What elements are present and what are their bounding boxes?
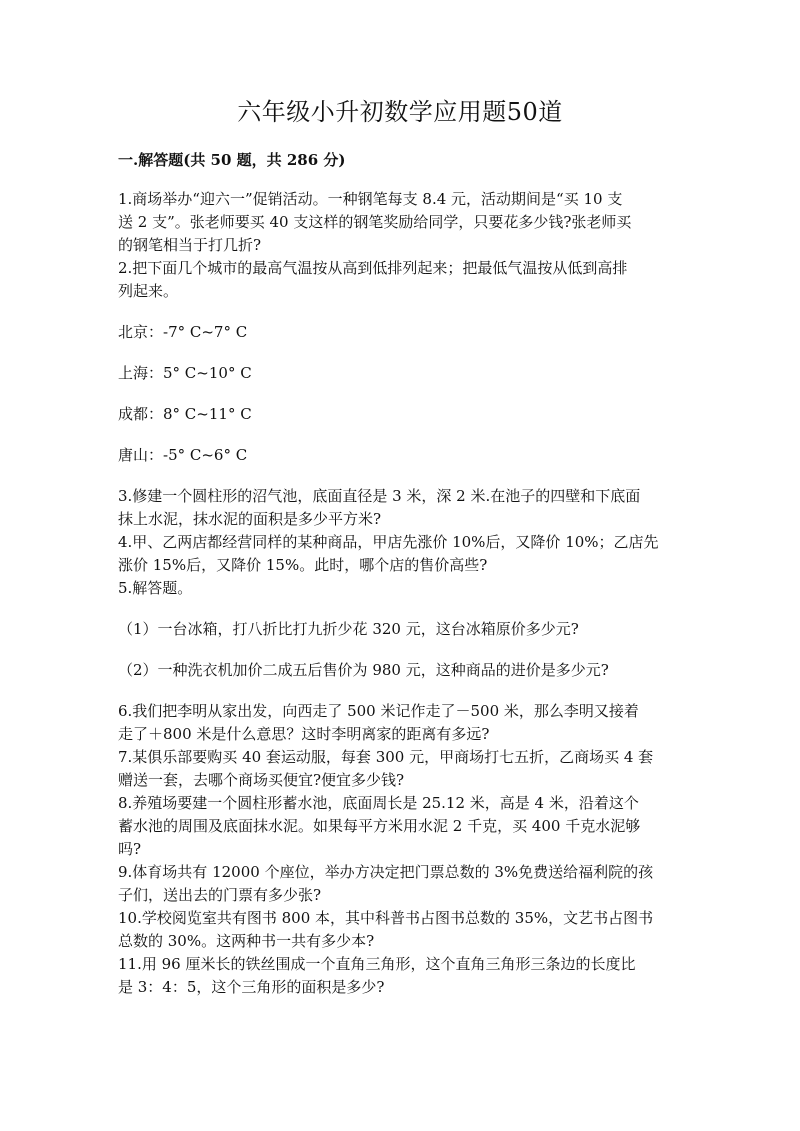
question-11	[118, 953, 688, 999]
city-temperature-tangshan: 唐山：-5° C~6° C	[118, 446, 248, 464]
question-10	[118, 907, 688, 953]
question-line: 3.修建一个圆柱形的沼气池，底面直径是 3 米，深 2 米.在池子的四壁和下底面	[118, 487, 641, 505]
question-5	[118, 577, 688, 682]
question-line: 的钢笔相当于打几折?	[118, 236, 262, 254]
section-heading: 一.解答题(共 50 题，共 286 分)	[118, 151, 346, 169]
question-4	[118, 531, 688, 577]
question-6	[118, 700, 688, 746]
question-line: 赠送一套，去哪个商场买便宜?便宜多少钱?	[118, 771, 405, 789]
question-line: 送 2 支”。张老师要买 40 支这样的钢笔奖励给同学，只要花多少钱?张老师买	[118, 213, 632, 231]
question-line: 10.学校阅览室共有图书 800 本，其中科普书占图书总数的 35%，文艺书占图书	[118, 909, 654, 927]
question-7	[118, 746, 688, 792]
question-3	[118, 485, 688, 531]
question-line: 4.甲、乙两店都经营同样的某种商品，甲店先涨价 10%后，又降价 10%；乙店先	[118, 533, 659, 551]
question-line: 2.把下面几个城市的最高气温按从高到低排列起来；把最低气温按从低到高排	[118, 259, 628, 277]
question-line: 蓄水池的周围及底面抹水泥。如果每平方米用水泥 2 千克，买 400 千克水泥够	[118, 817, 641, 835]
question-line: 7.某俱乐部要购买 40 套运动服，每套 300 元，甲商场打七五折，乙商场买 4 套	[118, 748, 654, 766]
question-line: 6.我们把李明从家出发，向西走了 500 米记作走了－500 米，那么李明又接着	[118, 702, 639, 720]
question-line: 8.养殖场要建一个圆柱形蓄水池，底面周长是 25.12 米，高是 4 米，沿着这个	[118, 794, 639, 812]
question-line: 11.用 96 厘米长的铁丝围成一个直角三角形，这个直角三角形三条边的长度比	[118, 955, 636, 973]
question-line: 是 3：4：5，这个三角形的面积是多少?	[118, 978, 385, 996]
city-temperature-beijing: 北京：-7° C~7° C	[118, 323, 248, 341]
question-line: 9.体育场共有 12000 个座位，举办方决定把门票总数的 3%免费送给福利院的孩	[118, 863, 654, 881]
question-8	[118, 792, 688, 861]
question-line: 吗?	[118, 840, 142, 858]
page-title: 六年级小升初数学应用题50道	[237, 98, 563, 126]
question-line: 涨价 15%后，又降价 15%。此时，哪个店的售价高些?	[118, 556, 488, 574]
city-temperature-shanghai: 上海：5° C~10° C	[118, 364, 252, 382]
question-line: 总数的 30%。这两种书一共有多少本?	[118, 932, 375, 950]
question-line: 1.商场举办“迎六一”促销活动。一种钢笔每支 8.4 元，活动期间是“买 10 支	[118, 190, 623, 208]
questions-list	[118, 188, 688, 999]
city-temperature-chengdu: 成都：8° C~11° C	[118, 405, 252, 423]
question-line: 抹上水泥，抹水泥的面积是多少平方米?	[118, 510, 382, 528]
question-line: 子们，送出去的门票有多少张?	[118, 886, 322, 904]
question-line: 5.解答题。	[118, 579, 193, 597]
question-9	[118, 861, 688, 907]
sub-question-2: （2）一种洗衣机加价二成五后售价为 980 元，这种商品的进价是多少元?	[118, 661, 609, 679]
question-line: 走了＋800 米是什么意思？这时李明离家的距离有多远?	[118, 725, 490, 743]
question-line: 列起来。	[118, 282, 179, 300]
question-2	[118, 257, 688, 467]
question-1	[118, 188, 688, 257]
sub-question-1: （1）一台冰箱，打八折比打九折少花 320 元，这台冰箱原价多少元?	[118, 620, 579, 638]
